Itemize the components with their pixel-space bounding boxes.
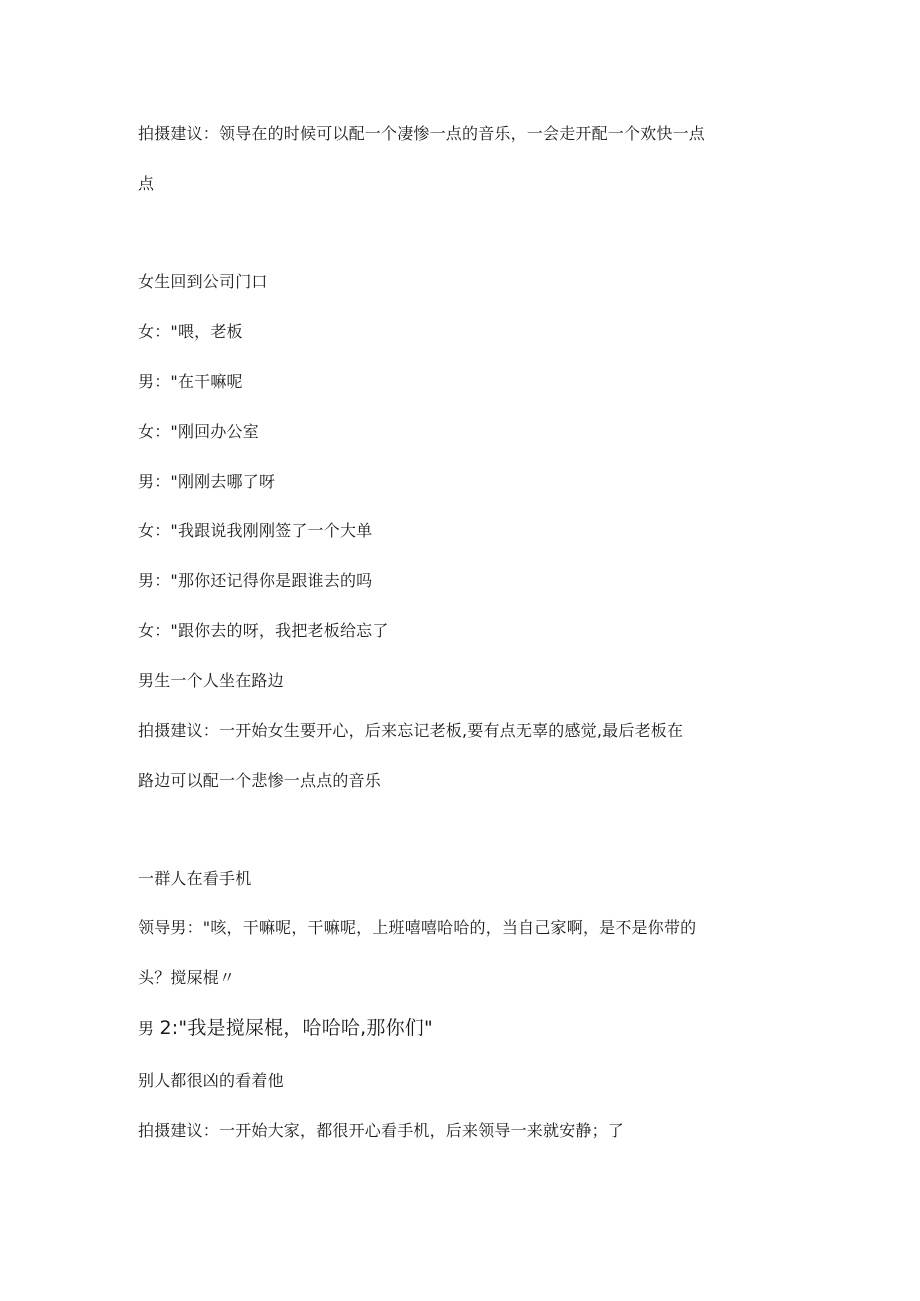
scene-action: 男生一个人坐在路边 [138,671,284,690]
dialogue-line: 男："在干嘛呢 [138,372,243,391]
dialogue-line-continued: 头？搅屎棍〃 [138,968,236,987]
dialogue-line: 领导男："咳，干嘛呢，干嘛呢，上班嘻嘻哈哈的，当自己家啊，是不是你带的 [138,918,697,937]
dialogue-line: 女："喂，老板 [138,322,243,341]
dialogue-line: 女："跟你去的呀，我把老板给忘了 [138,621,389,640]
scene-heading-2: 一群人在看手机 [138,869,252,888]
shooting-note-2b: 路边可以配一个悲惨一点点的音乐 [138,771,382,790]
dialogue-line: 女："我跟说我刚刚签了一个大单 [138,521,373,540]
shooting-note-1b: 点 [138,174,155,193]
dialogue-text: 2:"我是搅屎棍，哈哈哈,那你们" [159,1017,433,1039]
shooting-note-3: 拍摄建议：一开始大家，都很开心看手机，后来领导一来就安静；了 [138,1121,625,1140]
dialogue-line: 男："刚刚去哪了呀 [138,472,276,491]
dialogue-line: 女："刚回办公室 [138,422,259,441]
scene-heading-1: 女生回到公司门口 [138,272,268,291]
dialogue-line [138,1018,433,1039]
scene-action: 别人都很凶的看着他 [138,1071,284,1090]
dialogue-line: 男："那你还记得你是跟谁去的吗 [138,571,373,590]
speaker-label: 男 [138,1019,160,1038]
shooting-note-1a: 拍摄建议：领导在的时候可以配一个凄惨一点的音乐，一会走开配一个欢快一点 [138,124,706,143]
shooting-note-2a: 拍摄建议：一开始女生要开心，后来忘记老板,要有点无辜的感觉,最后老板在 [138,721,684,740]
